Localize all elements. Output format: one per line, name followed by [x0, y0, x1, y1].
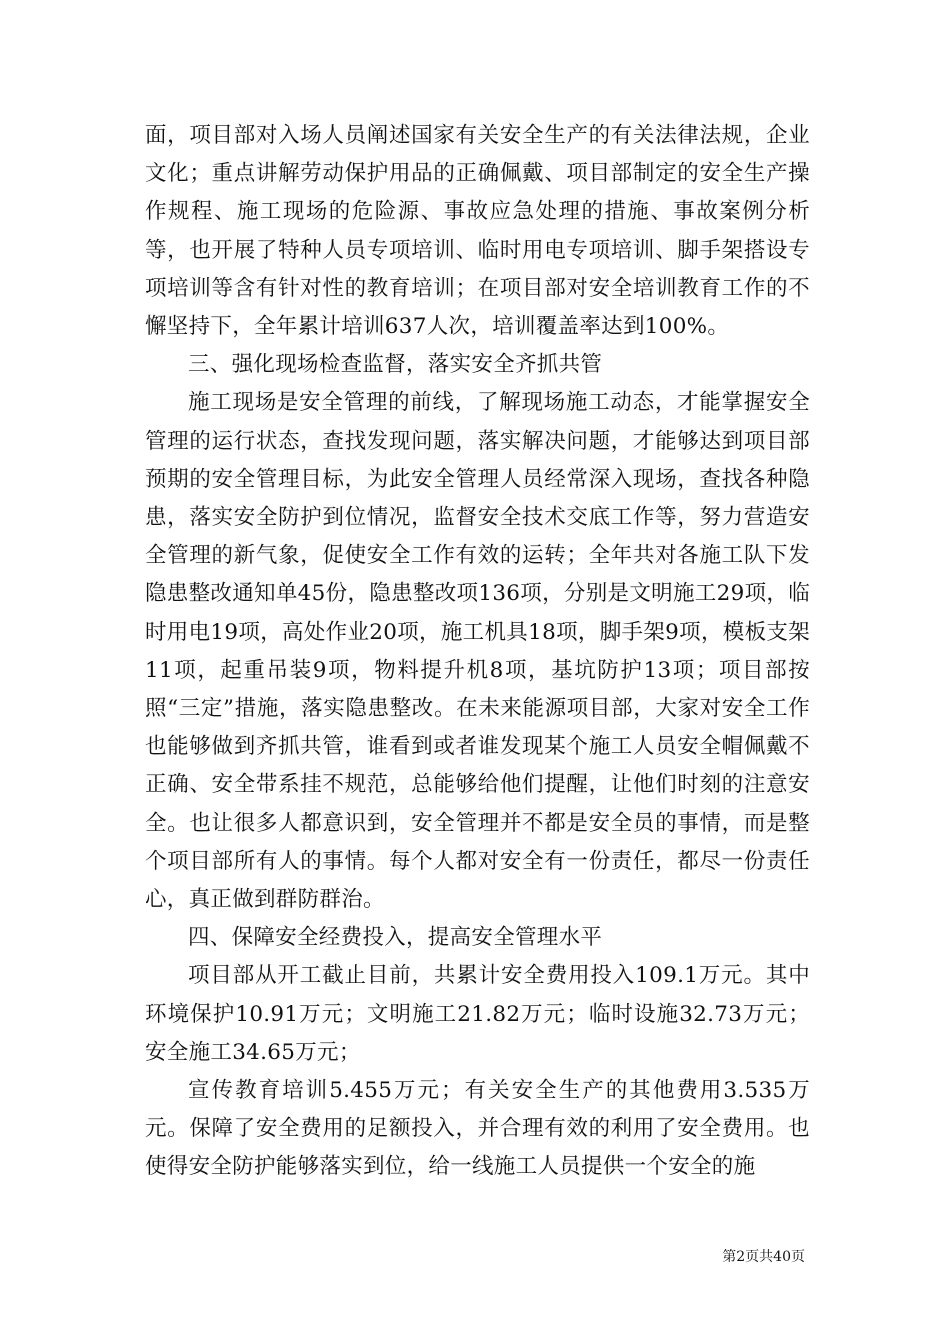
document-body — [145, 117, 810, 1187]
paragraph-continuation: 面，项目部对入场人员阐述国家有关安全生产的有关法律法规，企业文化；重点讲解劳动保护用品的正确佩戴、项目部制定的安全生产操作规程、施工现场的危险源、事故应急处理的措施、事故案例分析等，也开展了特种人员专项培训、临时用电专项培训、脚手架搭设专项培训等含有针对性的教育培训；在项目部对安全培训教育工作的不懈坚持下，全年累计培训637人次，培训覆盖率达到100%。 — [145, 123, 810, 340]
page-number-footer: 第2页共40页 — [722, 1249, 805, 1265]
paragraph-site-inspection: 施工现场是安全管理的前线，了解现场施工动态，才能掌握安全管理的运行状态，查找发现问题，落实解决问题，才能够达到项目部预期的安全管理目标，为此安全管理人员经常深入现场，查找各种隐患，落实安全防护到位情况，监督安全技术交底工作等，努力营造安全管理的新气象，促使安全工作有效的运转；全年共对各施工队下发隐患整改通知单45份，隐患整改项136项，分别是文明施工29项，临时用电19项，高处作业20项，施工机具18项，脚手架9项，模板支架11项，起重吊装9项，物料提升机8项，基坑防护13项；项目部按照“三定”措施，落实隐患整改。在未来能源项目部，大家对安全工作也能够做到齐抓共管，谁看到或者谁发现某个施工人员安全帽佩戴不正确、安全带系挂不规范，总能够给他们提醒，让他们时刻的注意安全。也让很多人都意识到，安全管理并不都是安全员的事情，而是整个项目部所有人的事情。每个人都对安全有一份责任，都尽一份责任心，真正做到群防群治。 — [145, 390, 810, 913]
paragraph-training-expenses: 宣传教育培训5.455万元；有关安全生产的其他费用3.535万元。保障了安全费用的足额投入，并合理有效的利用了安全费用。也使得安全防护能够落实到位，给一线施工人员提供一个安全的施 — [145, 1078, 810, 1180]
section-heading-three: 三、强化现场检查监督，落实安全齐抓共管 — [188, 352, 603, 378]
section-heading-four: 四、保障安全经费投入，提高安全管理水平 — [188, 925, 603, 951]
paragraph-safety-expenses: 项目部从开工截止目前，共累计安全费用投入109.1万元。其中环境保护10.91万元；文明施工21.82万元；临时设施32.73万元；安全施工34.65万元； — [145, 963, 810, 1065]
